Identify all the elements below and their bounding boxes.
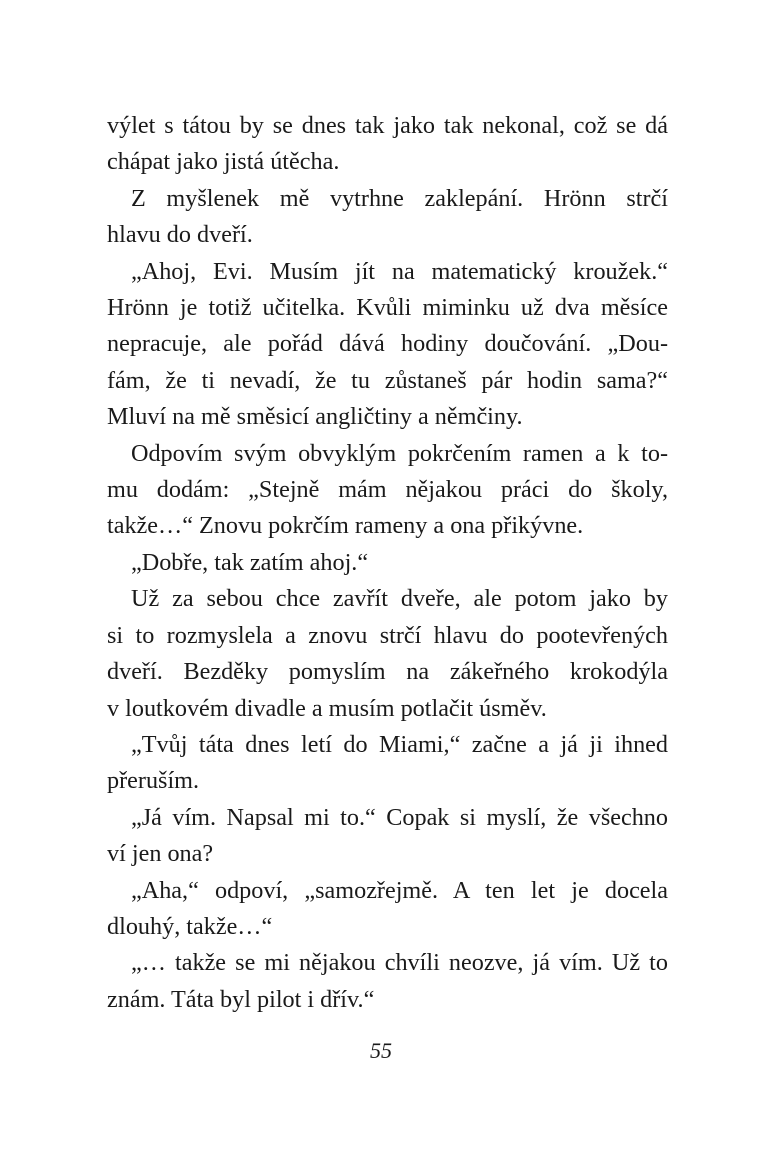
text-line: takže…“ Znovu pokrčím rameny a ona přikývne. [107,512,584,540]
paragraph [107,873,668,946]
text-line: v loutkovém divadle a musím potlačit úsměv. [107,694,547,722]
text-line: hlavu do dveří. [107,221,253,249]
text-line: ví jen ona? [107,840,214,868]
text-line: Mluví na mě směsicí angličtiny a němčiny. [107,403,523,431]
paragraph [107,545,668,581]
text-line: Už za sebou chce zavřít dveře, ale potom jako by [131,585,668,613]
paragraph [107,800,668,873]
text-line: dlouhý, takže…“ [107,912,273,940]
text-line: si to rozmyslela a znovu strčí hlavu do pootevřených [107,621,668,649]
paragraph [107,727,668,800]
text-line: „Ahoj, Evi. Musím jít na matematický kroužek.“ [131,257,668,285]
text-line: „… takže se mi nějakou chvíli neozve, já vím. Už to [131,949,668,977]
text-line: Hrönn je totiž učitelka. Kvůli miminku už dva měsíce [107,294,668,322]
text-line: „Dobře, tak zatím ahoj.“ [131,548,369,576]
text-line: Odpovím svým obvyklým pokrčením ramen a k to- [131,439,668,467]
text-line: chápat jako jistá útěcha. [107,148,340,176]
paragraph [107,181,668,254]
text-line: „Aha,“ odpoví, „samozřejmě. A ten let je docela [131,876,668,904]
text-line: nepracuje, ale pořád dává hodiny doučování. „Dou- [107,330,668,358]
paragraph [107,108,668,181]
text-line: fám, že ti nevadí, že tu zůstaneš pár hodin sama?“ [107,366,668,394]
text-line: „Tvůj táta dnes letí do Miami,“ začne a já ji ihned [131,730,668,758]
text-line: Z myšlenek mě vytrhne zaklepání. Hrönn strčí [131,184,668,212]
text-line: „Já vím. Napsal mi to.“ Copak si myslí, že všechno [131,803,668,831]
paragraph [107,436,668,545]
text-line: dveří. Bezděky pomyslím na zákeřného krokodýla [107,658,668,686]
paragraph [107,254,668,436]
text-line: znám. Táta byl pilot i dřív.“ [107,985,375,1013]
text-line: přeruším. [107,767,200,795]
page-number: 55 [370,1038,392,1063]
paragraph [107,945,668,1018]
body-text [107,108,668,1018]
text-line: výlet s tátou by se dnes tak jako tak nekonal, což se dá [107,112,668,139]
paragraph [107,581,668,727]
text-line: mu dodám: „Stejně mám nějakou práci do školy, [107,476,668,504]
